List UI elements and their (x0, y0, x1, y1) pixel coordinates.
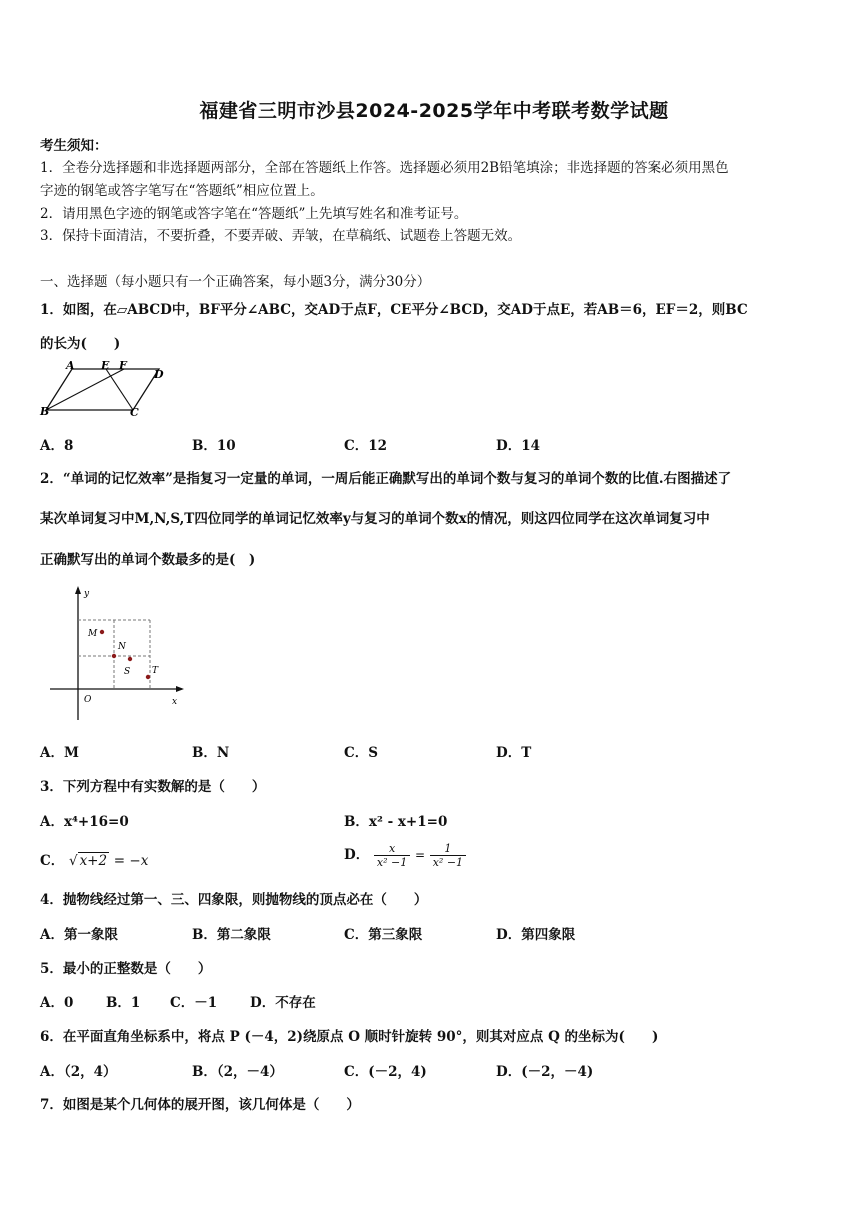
q2-point-N (112, 654, 116, 658)
q3-option-d-fraction-right (430, 842, 466, 869)
q5-option-d[interactable]: D．不存在 (250, 995, 316, 1011)
q6-option-b[interactable]: B．（2，－4） (192, 1064, 283, 1080)
fraction-numerator: 1 (430, 842, 466, 856)
q6-option-a[interactable]: A．（2，4） (40, 1064, 117, 1080)
q6-option-d[interactable]: D．(－2，－4) (496, 1064, 594, 1080)
q2-option-a[interactable]: A．M (40, 745, 79, 761)
q2-label-N: N (118, 642, 126, 652)
q2-stem-line3: 正确默写出的单词个数最多的是( ) (40, 552, 256, 568)
q1-option-d[interactable]: D．14 (496, 438, 540, 454)
q5-stem: 5．最小的正整数是（ ） (40, 961, 212, 977)
q2-label-M: M (88, 629, 98, 639)
q2-label-O: O (84, 695, 92, 705)
q4-option-d[interactable]: D．第四象限 (496, 927, 576, 943)
notice-item-1-cont: 字迹的钢笔或答字笔写在“答题纸”相应位置上。 (40, 183, 324, 199)
q4-stem: 4．抛物线经过第一、三、四象限，则抛物线的顶点必在（ ） (40, 892, 428, 908)
q1-stem-line1: 1．如图，在▱ABCD中，BF平分∠ABC，交AD于点F，CE平分∠BCD，交AD于点E，若AB＝6，EF＝2，则BC (40, 302, 748, 318)
q2-label-T: T (152, 666, 159, 676)
page-title: 福建省三明市沙县2024-2025学年中考联考数学试题 (199, 100, 669, 122)
q2-point-T (146, 675, 150, 679)
q2-label-S: S (124, 667, 131, 677)
q3-option-c-label: C． (40, 853, 65, 869)
q1-label-E: E (101, 359, 110, 372)
q1-label-B: B (40, 405, 50, 418)
q2-label-x: x (172, 697, 178, 707)
q3-option-d[interactable] (344, 842, 466, 869)
q1-option-b[interactable]: B．10 (192, 438, 236, 454)
q5-option-b[interactable]: B．1 (106, 995, 141, 1011)
q3-stem: 3．下列方程中有实数解的是（ ） (40, 779, 266, 795)
q4-option-c[interactable]: C．第三象限 (344, 927, 423, 943)
q3-option-d-label: D． (344, 847, 370, 863)
notice-item-3: 3．保持卡面清洁，不要折叠，不要弄破、弄皱，在草稿纸、试题卷上答题无效。 (40, 228, 522, 244)
q3-option-d-equals: = (414, 848, 426, 862)
q2-label-y: y (84, 589, 90, 599)
fraction-denominator: x² −1 (376, 856, 408, 869)
q1-parallelogram-figure (38, 358, 168, 420)
q1-label-F: F (119, 359, 127, 372)
q3-option-b[interactable]: B．x² - x+1=0 (344, 814, 448, 830)
q1-label-C: C (130, 406, 139, 419)
q2-scatter-figure (44, 584, 186, 724)
q1-stem-line2: 的长为( ) (40, 336, 121, 352)
q2-stem-line1: 2．“单词的记忆效率”是指复习一定量的单词，一周后能正确默写出的单词个数与复习的单词个数的比值.右图描述了 (40, 471, 732, 487)
q2-point-M (100, 630, 104, 634)
sqrt-symbol: √ (68, 853, 78, 869)
section-heading: 一、选择题（每小题只有一个正确答案，每小题3分，满分30分） (40, 274, 431, 290)
q4-option-a[interactable]: A．第一象限 (40, 927, 118, 943)
fraction-numerator: x (374, 842, 410, 856)
q3-option-c[interactable] (40, 849, 148, 869)
q7-stem: 7．如图是某个几何体的展开图，该几何体是（ ） (40, 1097, 360, 1113)
q2-stem-line2: 某次单词复习中M,N,S,T四位同学的单词记忆效率y与复习的单词个数x的情况，则这四位同学在这次单词复习中 (40, 511, 710, 527)
q1-label-A: A (66, 359, 75, 372)
q2-point-S (128, 657, 132, 661)
q2-option-c[interactable]: C．S (344, 745, 378, 761)
notice-item-2: 2．请用黑色字迹的钢笔或答字笔在“答题纸”上先填写姓名和准考证号。 (40, 206, 468, 222)
q3-option-d-fraction-left (374, 842, 410, 869)
q6-stem: 6．在平面直角坐标系中，将点 P (－4，2)绕原点 O 顺时针旋转 90°，则其对应点 Q 的坐标为( ) (40, 1029, 659, 1045)
notice-item-1: 1．全卷分选择题和非选择题两部分，全部在答题纸上作答。选择题必须用2B铅笔填涂；非选择题的答案必须用黑色 (40, 160, 729, 176)
q3-option-c-rhs: = −x (113, 853, 149, 869)
q3-option-c-radicand: x+2 (79, 853, 108, 869)
q4-option-b[interactable]: B．第二象限 (192, 927, 271, 943)
q5-option-a[interactable]: A．0 (40, 995, 74, 1011)
q6-option-c[interactable]: C．(－2，4) (344, 1064, 427, 1080)
q5-option-c[interactable]: C．－1 (170, 995, 218, 1011)
q1-option-c[interactable]: C．12 (344, 438, 388, 454)
fraction-denominator: x² −1 (432, 856, 464, 869)
q3-option-a[interactable]: A．x⁴+16=0 (40, 814, 129, 830)
q2-option-b[interactable]: B．N (192, 745, 230, 761)
notice-heading: 考生须知： (40, 138, 108, 154)
q1-option-a[interactable]: A．8 (40, 438, 74, 454)
q2-option-d[interactable]: D．T (496, 745, 532, 761)
q1-label-D: D (154, 368, 164, 381)
